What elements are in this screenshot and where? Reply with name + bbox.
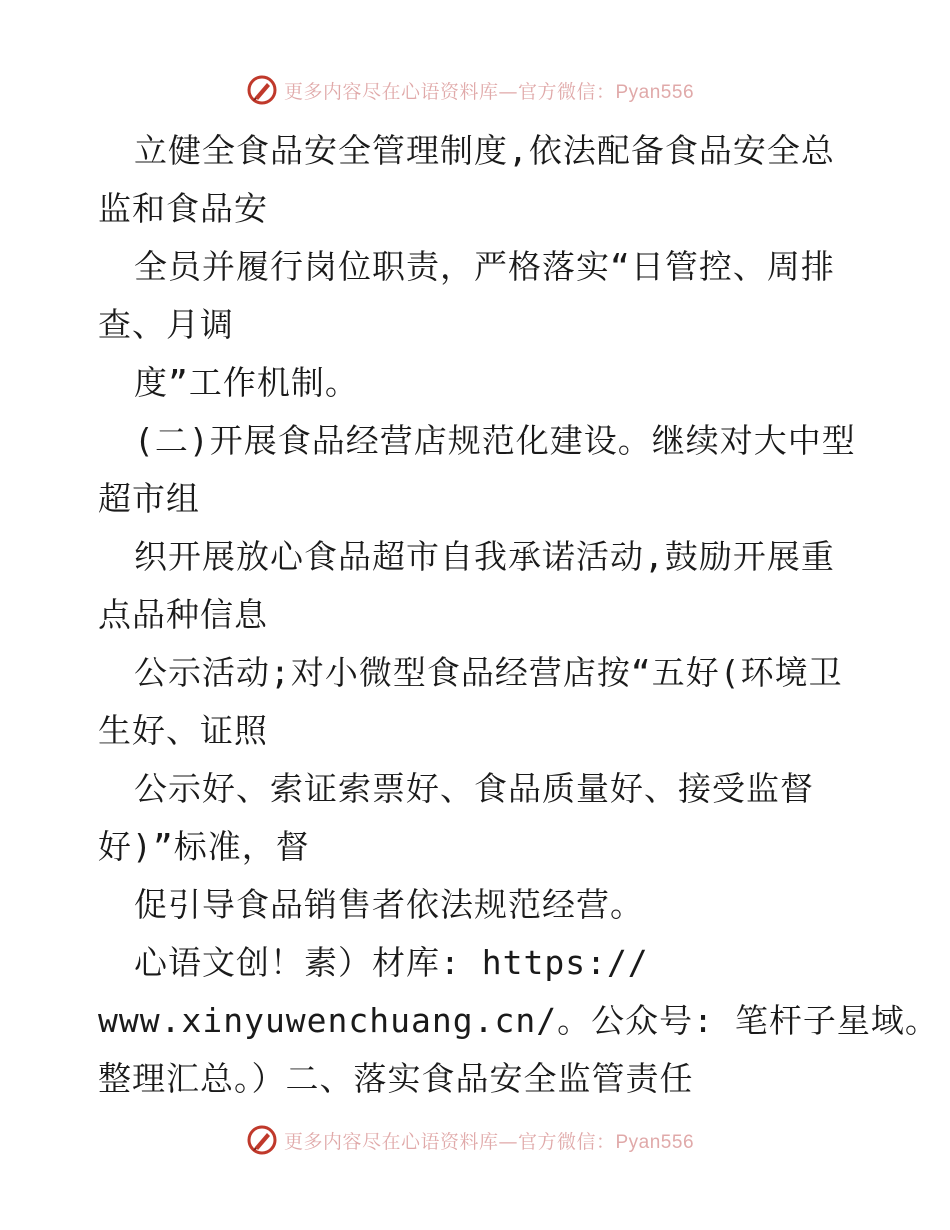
footer-banner-text: 更多内容尽在心语资料库—官方微信：Pyan556	[283, 1130, 695, 1153]
text-line: (二)开展食品经营店规范化建设。继续对大中型	[134, 421, 856, 460]
text-line: 全员并履行岗位职责，严格落实“日管控、周排	[134, 247, 835, 286]
text-line: 超市组	[98, 479, 200, 518]
header-banner	[0, 70, 950, 110]
document-body	[98, 122, 939, 1108]
pen-logo-icon	[246, 74, 278, 106]
text-line: www.xinyuwenchuang.cn/。公众号: 笔杆子星域。	[98, 1001, 939, 1040]
text-line: 织开展放心食品超市自我承诺活动,鼓励开展重	[134, 537, 835, 576]
text-line: 点品种信息	[98, 595, 268, 634]
text-line: 促引导食品销售者依法规范经营。	[134, 885, 644, 924]
text-line: 生好、证照	[98, 711, 268, 750]
text-line: 监和食品安	[98, 189, 268, 228]
text-line: 公示活动;对小微型食品经营店按“五好(环境卫	[134, 653, 843, 692]
pen-logo-icon	[246, 1124, 278, 1156]
text-line: 立健全食品安全管理制度,依法配备食品安全总	[134, 131, 835, 170]
text-line: 整理汇总。）二、落实食品安全监管责任	[98, 1059, 694, 1098]
footer-banner-id: Pyan556	[615, 1131, 695, 1153]
header-banner-text: 更多内容尽在心语资料库—官方微信：Pyan556	[283, 80, 695, 103]
text-line: 好)”标准，督	[98, 827, 310, 866]
header-banner-id: Pyan556	[615, 81, 695, 103]
text-line: 查、月调	[98, 305, 234, 344]
text-line: 度”工作机制。	[134, 363, 359, 402]
footer-banner	[0, 1120, 950, 1160]
text-line: 公示好、索证索票好、食品质量好、接受监督	[134, 769, 814, 808]
text-line: 心语文创！素）材库: https://	[134, 943, 649, 982]
